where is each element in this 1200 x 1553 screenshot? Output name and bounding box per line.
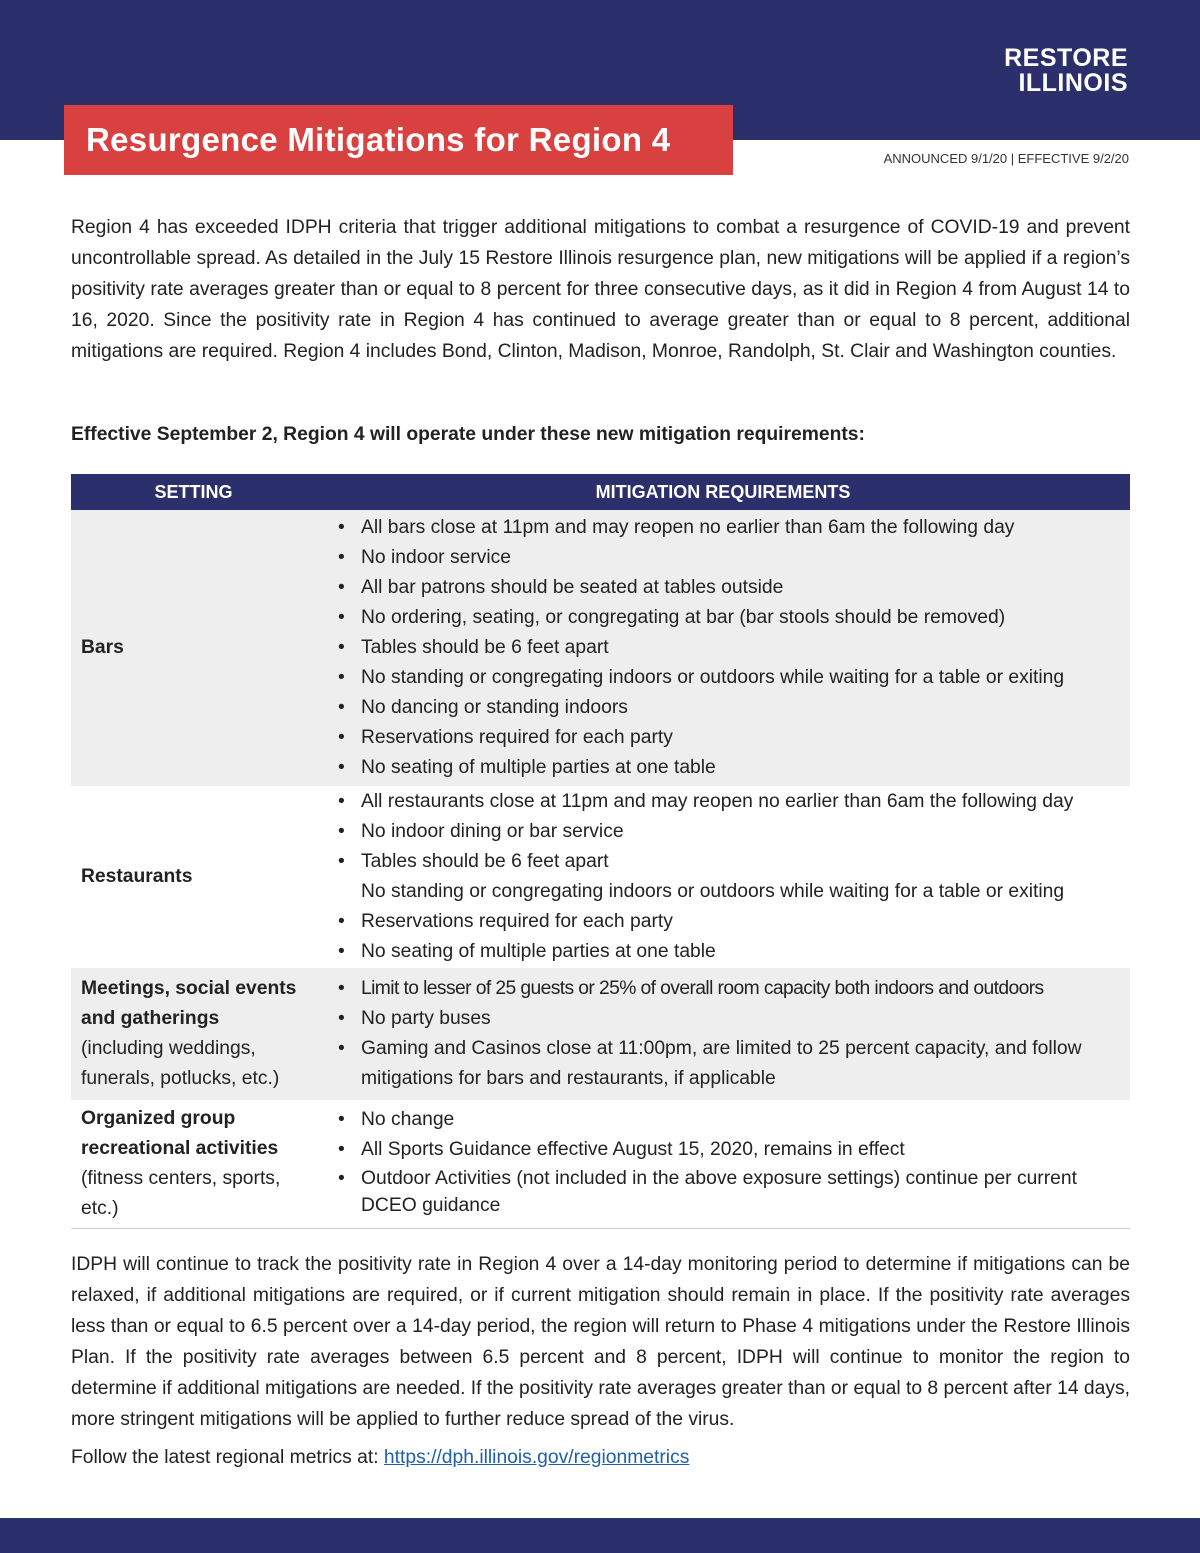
- setting-label: Bars: [81, 637, 124, 658]
- list-item: • No seating of multiple parties at one table: [342, 753, 1130, 783]
- requirements-list: [316, 974, 1130, 1094]
- setting-cell: [71, 786, 316, 968]
- list-item: • Limit to lesser of 25 guests or 25% of overall room capacity both indoors and outdoors: [342, 974, 1130, 1004]
- list-item: • No dancing or standing indoors: [342, 693, 1130, 723]
- table-row: [71, 1100, 1130, 1228]
- list-item: • Reservations required for each party: [342, 907, 1130, 937]
- list-item: • Outdoor Activities (not included in the above exposure settings) continue per current DCEO guidance: [342, 1165, 1130, 1219]
- lead-heading: Effective September 2, Region 4 will operate under these new mitigation requirements:: [71, 424, 865, 445]
- announced-date: ANNOUNCED 9/1/20 | EFFECTIVE 9/2/20: [883, 151, 1129, 166]
- table-row: [71, 968, 1130, 1100]
- requirements-cell: [316, 510, 1130, 786]
- mitigation-table: [71, 474, 1130, 1229]
- setting-note: (including weddings, funerals, potlucks, etc.): [81, 1038, 280, 1089]
- outro-paragraph: IDPH will continue to track the positivity rate in Region 4 over a 14-day monitoring period to determine if mitigations can be relaxed, if additional mitigations are required, or if current mitigation should remain in place. If the positivity rate averages less than or equal to 6.5 percent over a 14-day period, the region will return to Phase 4 mitigations under the Restore Illinois Plan. If the positivity rate averages between 6.5 percent and 8 percent, IDPH will continue to monitor the region to determine if additional mitigations are needed. If the positivity rate averages greater than or equal to 8 percent after 14 days, more stringent mitigations will be applied to further reduce spread of the virus.: [71, 1254, 1130, 1430]
- region-metrics-link[interactable]: https://dph.illinois.gov/regionmetrics: [383, 1447, 690, 1468]
- list-item: • No standing or congregating indoors or outdoors while waiting for a table or exiting: [342, 663, 1130, 693]
- list-item: • All Sports Guidance effective August 15, 2020, remains in effect: [342, 1135, 1130, 1165]
- table-row: [71, 510, 1130, 786]
- list-item: No standing or congregating indoors or outdoors while waiting for a table or exiting: [361, 881, 1065, 902]
- follow-text: Follow the latest regional metrics at:: [71, 1447, 384, 1468]
- list-item: • Gaming and Casinos close at 11:00pm, are limited to 25 percent capacity, and follow mitigations for bars and restaurants, if applicable: [342, 1034, 1130, 1094]
- column-header-setting: SETTING: [71, 474, 316, 510]
- logo-line-2: ILLINOIS: [1018, 69, 1128, 97]
- list-item: • Tables should be 6 feet apart: [342, 847, 1130, 877]
- setting-cell: [71, 510, 316, 786]
- table-row: [71, 786, 1130, 968]
- requirements-list: [316, 513, 1130, 783]
- setting-note: (fitness centers, sports, etc.): [81, 1167, 281, 1219]
- requirements-cell: [316, 968, 1130, 1100]
- list-item: • Tables should be 6 feet apart: [342, 633, 1130, 663]
- setting-cell: [71, 1100, 316, 1228]
- list-item: • No seating of multiple parties at one table: [342, 937, 1130, 967]
- list-item: • Reservations required for each party: [342, 723, 1130, 753]
- requirements-cell: [316, 1100, 1130, 1228]
- column-header-requirements: MITIGATION REQUIREMENTS: [316, 474, 1130, 510]
- logo-line-1: RESTORE: [1004, 44, 1128, 72]
- bottom-banner: [0, 1518, 1200, 1553]
- intro-paragraph: Region 4 has exceeded IDPH criteria that trigger additional mitigations to combat a resurgence of COVID-19 and prevent uncontrollable spread. As detailed in the July 15 Restore Illinois resurgence plan, new mitigations will be applied if a region’s positivity rate averages greater than or equal to 8 percent for three consecutive days, as it did in Region 4 from August 14 to 16, 2020. Since the positivity rate in Region 4 has continued to average greater than or equal to 8 percent, additional mitigations are required. Region 4 includes Bond, Clinton, Madison, Monroe, Randolph, St. Clair and Washington counties.: [71, 217, 1130, 362]
- requirements-list: [316, 787, 1130, 967]
- list-item: • All restaurants close at 11pm and may reopen no earlier than 6am the following day: [342, 787, 1130, 817]
- list-item: • All bar patrons should be seated at tables outside: [342, 573, 1130, 603]
- list-item: • All bars close at 11pm and may reopen no earlier than 6am the following day: [342, 513, 1130, 543]
- setting-label: Meetings, social events and gatherings: [81, 978, 297, 1029]
- list-item: • No indoor dining or bar service: [342, 817, 1130, 847]
- restore-illinois-logo: [1004, 46, 1128, 96]
- list-item: • No change: [342, 1105, 1130, 1135]
- table-header-row: [71, 474, 1130, 510]
- list-item: • No party buses: [342, 1004, 1130, 1034]
- setting-cell: [71, 968, 316, 1100]
- requirements-cell: [316, 786, 1130, 968]
- setting-label: Restaurants: [81, 866, 193, 887]
- setting-label: Organized group recreational activities: [81, 1107, 279, 1159]
- list-item: • No ordering, seating, or congregating at bar (bar stools should be removed): [342, 603, 1130, 633]
- follow-line: [71, 1447, 689, 1469]
- title-box: [64, 105, 733, 175]
- page-title: Resurgence Mitigations for Region 4: [86, 121, 671, 158]
- requirements-list: [316, 1105, 1130, 1219]
- list-item: • No indoor service: [342, 543, 1130, 573]
